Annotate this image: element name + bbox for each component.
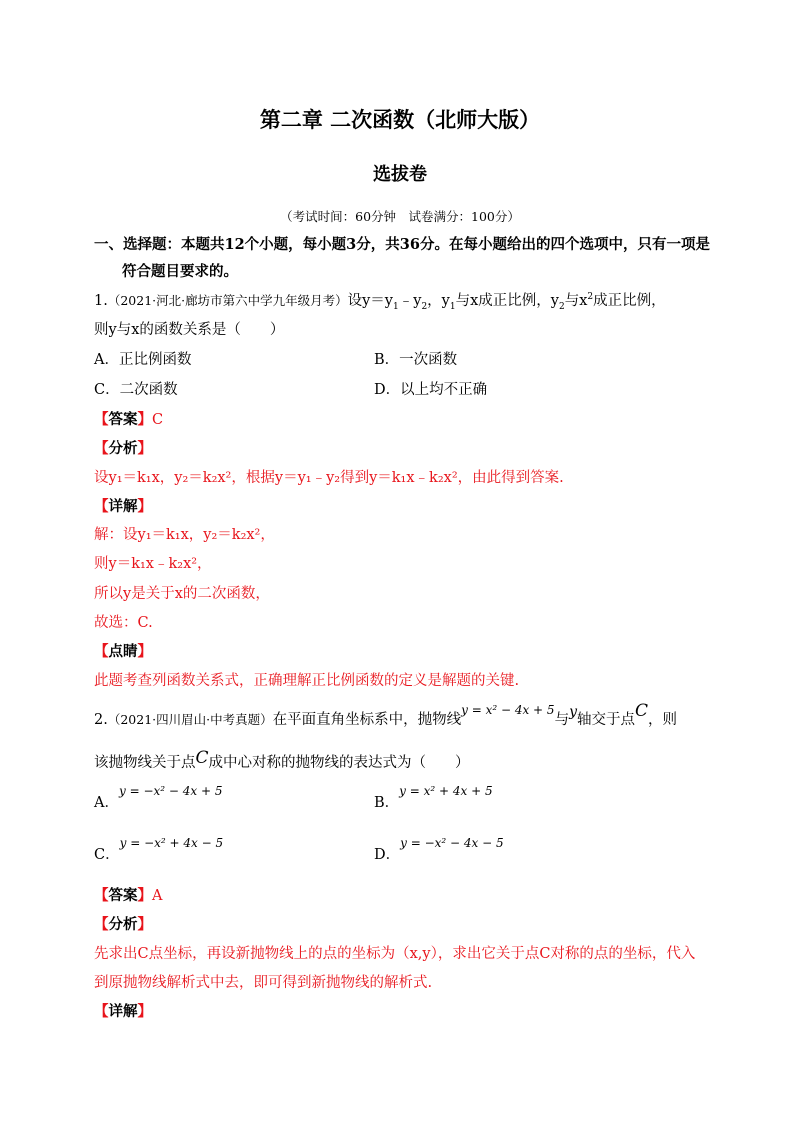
- analysis-text-cont: 到原抛物线解析式中去，即可得到新抛物线的解析式.: [94, 975, 433, 991]
- question-source: （2021·河北·廊坊市第六中学九年级月考）: [107, 293, 348, 308]
- analysis-heading: 【分析】: [94, 916, 152, 933]
- option-a: A．$^{y = -x^2 - 4x + 5}$: [94, 784, 223, 811]
- option-d: D．$^{y = -x^2 - 4x - 5}$: [374, 836, 504, 863]
- question-2-stem-cont: 该抛物线关于点C成中心对称的抛物线的表达式为（ ）: [94, 748, 470, 771]
- question-number: 2.: [94, 712, 108, 728]
- option-d: D．以上均不正确: [374, 382, 488, 398]
- question-source: （2021·四川眉山·中考真题）: [107, 712, 273, 727]
- answer-label: 答案: [108, 411, 138, 428]
- exam-info: （考试时间：60分钟 试卷满分：100分）: [280, 209, 520, 224]
- detail-line-1: 解：设y₁＝k₁x，y₂＝k₂x²，: [94, 527, 275, 543]
- comment-heading: 【点睛】: [94, 643, 152, 660]
- analysis-text: 设y₁＝k₁x，y₂＝k₂x²，根据y＝y₁﹣y₂得到y＝k₁x﹣k₂x²，由此得到答案.: [94, 470, 564, 486]
- question-number: 1.: [94, 293, 108, 309]
- answer-value: A: [152, 888, 163, 904]
- analysis-text: 先求出C点坐标，再设新抛物线上的点的坐标为（x,y），求出它关于点C对称的点的坐标，代入: [94, 946, 696, 962]
- analysis-heading: 【分析】: [94, 440, 152, 457]
- option-b: B．$^{y = x^2 + 4x + 5}$: [374, 784, 493, 811]
- section-heading-cont: 符合题目要求的。: [122, 263, 238, 280]
- option-c: C．二次函数: [94, 382, 178, 398]
- comment-text: 此题考查列函数关系式，正确理解正比例函数的定义是解题的关键.: [94, 673, 520, 689]
- page-subtitle: 选拔卷: [373, 164, 427, 185]
- option-b: B．一次函数: [374, 352, 458, 368]
- detail-heading: 【详解】: [94, 498, 152, 515]
- answer-line: 【答案】A: [94, 887, 163, 904]
- option-a: A．正比例函数: [94, 352, 192, 368]
- question-2-stem: 2.（2021·四川眉山·中考真题）在平面直角坐标系中，抛物线$^{y = x^2 - 4x + 5}$与y轴交于点C，则: [94, 701, 677, 728]
- detail-line-2: 则y＝k₁x﹣k₂x²，: [94, 556, 212, 572]
- section-heading: 一、选择题：本题共12个小题，每小题3分，共36分。在每小题给出的四个选项中，只有一项是: [94, 236, 710, 253]
- question-1-stem: 1.（2021·河北·廊坊市第六中学九年级月考）设$y=y_1﹣y_2$，$y_1$与x成正比例，$y_2$与$x^2$成正比例，: [94, 292, 666, 312]
- equation: y = x² − 4x + 5: [461, 703, 555, 717]
- answer-value: C: [152, 412, 164, 428]
- page-title: 第二章 二次函数（北师大版）: [259, 107, 541, 132]
- question-1-stem-cont: 则y与x的函数关系是（ ）: [94, 322, 285, 338]
- detail-line-4: 故选：C.: [94, 615, 153, 631]
- detail-line-3: 所以y是关于x的二次函数，: [94, 586, 270, 602]
- detail-heading: 【详解】: [94, 1003, 152, 1020]
- option-c: C．$^{y = -x^2 + 4x - 5}$: [94, 836, 224, 863]
- answer-line: 【答案】C: [94, 411, 164, 428]
